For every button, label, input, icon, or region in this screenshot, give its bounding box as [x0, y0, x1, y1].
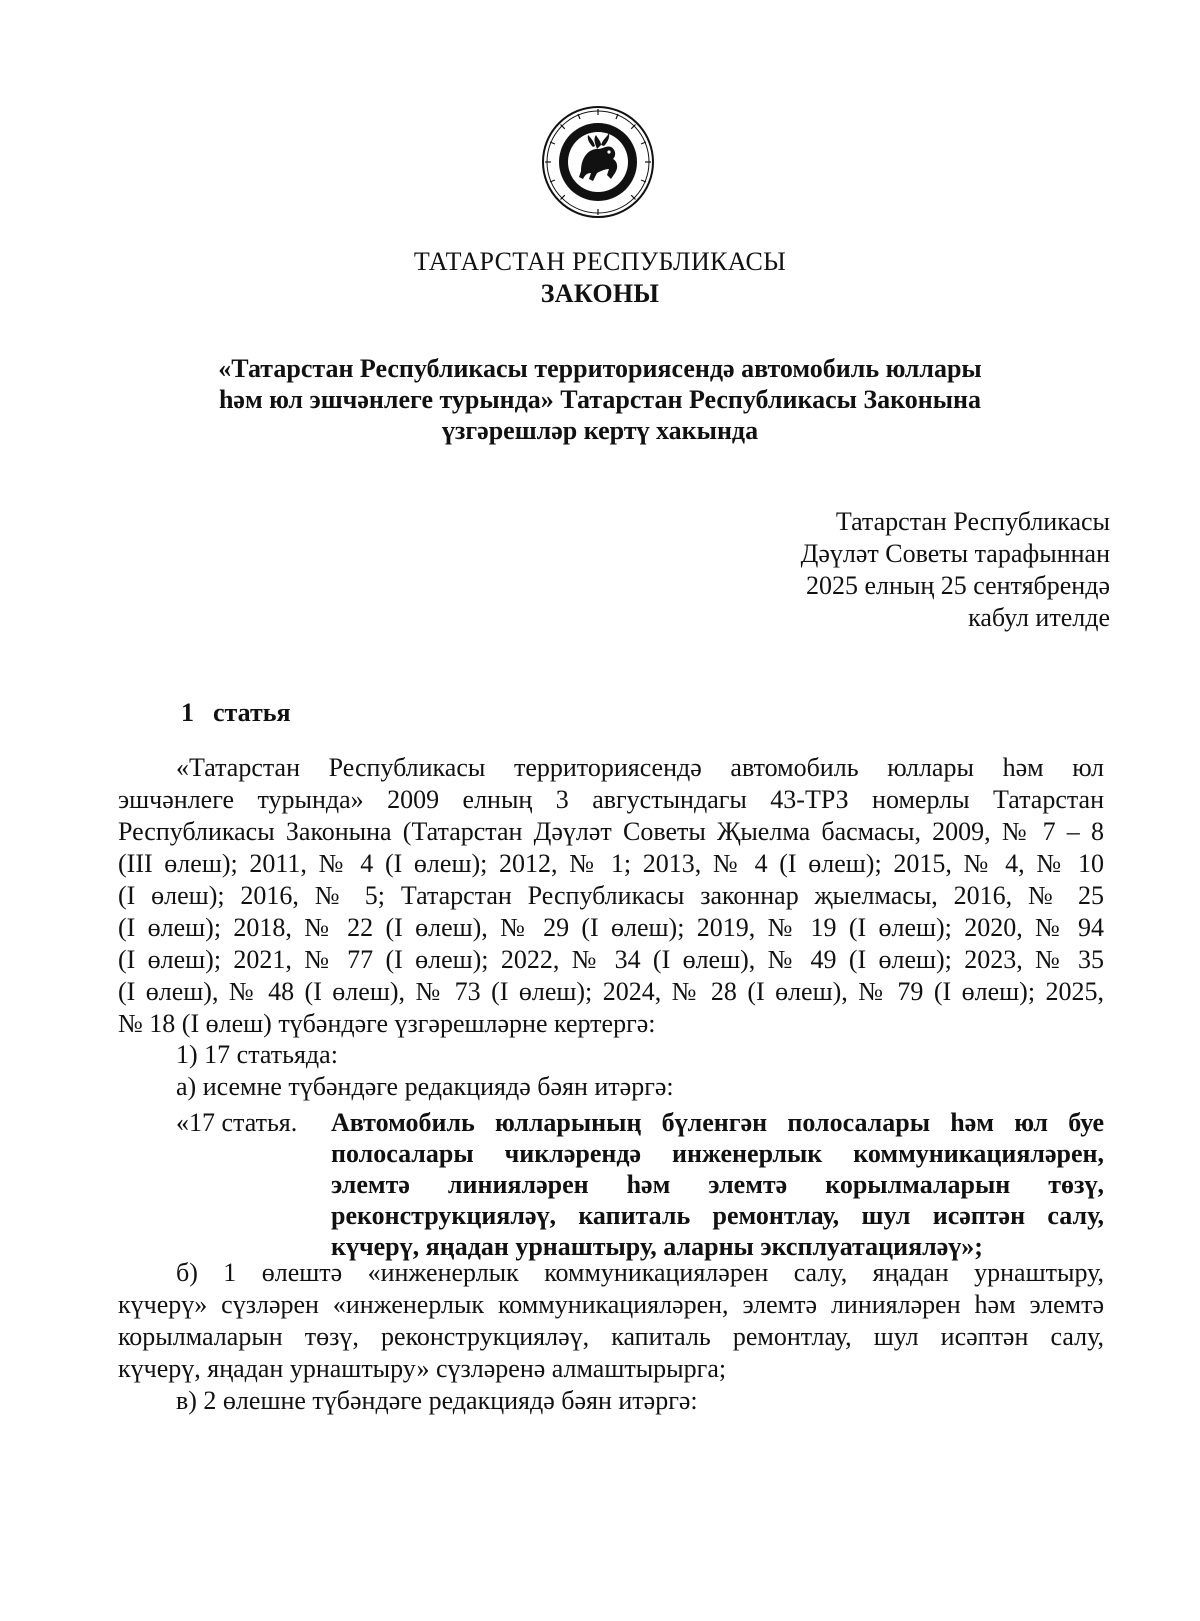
paragraph-line: корылмаларын төзү, реконструкцияләү, капиталь ремонтлау, шул исәптән салу, [118, 1322, 1104, 1351]
emblem-graphic [541, 105, 655, 219]
adoption-note-line: кабул ителде [968, 603, 1110, 632]
paragraph-line: (I өлеш); 2021, № 77 (I өлеш); 2022, № 34 (I өлеш), № 49 (I өлеш); 2023, № 35 [118, 945, 1104, 974]
law-title-line: «Татарстан Республикасы территориясендә автомобиль юллары [218, 354, 982, 383]
adoption-note-line: Дәүләт Советы тарафыннан [800, 539, 1110, 568]
paragraph-line: (III өлеш); 2011, № 4 (I өлеш); 2012, № 1; 2013, № 4 (I өлеш); 2015, № 4, № 10 [118, 849, 1104, 878]
article17-heading-text [331, 1107, 1104, 1262]
paragraph-line: «Татарстан Республикасы территориясендә автомобиль юллары һәм юл [176, 753, 1104, 782]
paragraph-line: № 18 (I өлеш) түбәндәге үзгәрешләрне кертергә: [118, 1009, 656, 1038]
paragraph-line: Республикасы Законына (Татарстан Дәүләт Советы Җыелма басмасы, 2009, № 7 – 8 [118, 817, 1104, 846]
article-number: 1 [181, 698, 194, 727]
paragraph-line: күчерү» сүзләрен «инженерлык коммуникацияләрен, элемтә линияләрен һәм элемтә [118, 1290, 1104, 1319]
adoption-note [801, 506, 1110, 634]
heading-line: күчерү, яңадан урнаштыру, аларны эксплуатацияләү»; [331, 1232, 983, 1261]
paragraph-line: эшчәнлеге турында» 2009 елның 3 августындагы 43-ТРЗ номерлы Татарстан [118, 785, 1104, 814]
list-item-1: 1) 17 статьяда: [176, 1040, 338, 1069]
list-item-a: а) исемне түбәндәге редакциядә бәян итәргә: [176, 1072, 674, 1101]
law-title-line: һәм юл эшчәнлеге турында» Татарстан Республикасы Законына [218, 385, 982, 414]
paragraph-line: (I өлеш); 2018, № 22 (I өлеш), № 29 (I өлеш); 2019, № 19 (I өлеш); 2020, № 94 [118, 913, 1104, 942]
paragraph-line: б) 1 өлештә «инженерлык коммуникацияләрен салу, яңадан урнаштыру, [176, 1258, 1104, 1287]
list-item-b [118, 1257, 1104, 1385]
tatarstan-emblem-icon [541, 105, 655, 219]
issuer-heading: ТАТАРСТАН РЕСПУБЛИКАСЫ [413, 247, 787, 276]
law-title-line: үзгәрешләр кертү хакында [441, 416, 759, 445]
heading-line: полосалары чикләрендә инженерлык коммуникацияләрен, [331, 1139, 1104, 1168]
heading-line: реконструкцияләү, капиталь ремонтлау, шул исәптән салу, [331, 1201, 1104, 1230]
paragraph-line: (I өлеш), № 48 (I өлеш), № 73 (I өлеш); 2024, № 28 (I өлеш), № 79 (I өлеш); 2025, [118, 977, 1104, 1006]
heading-line: Автомобиль юлларының бүленгән полосалары һәм юл буе [331, 1108, 1104, 1137]
adoption-note-line: Татарстан Республикасы [835, 507, 1110, 536]
article17-lead: «17 статья. [176, 1108, 298, 1137]
article-heading [181, 698, 291, 728]
adoption-note-line: 2025 елның 25 сентябрендә [805, 571, 1110, 600]
list-item-v: в) 2 өлешне түбәндәге редакциядә бәян итәргә: [176, 1386, 698, 1415]
paragraph-line: (I өлеш); 2016, № 5; Татарстан Республикасы законнар җыелмасы, 2016, № 25 [118, 881, 1104, 910]
law-title [140, 353, 1060, 446]
paragraph-line: күчерү, яңадан урнаштыру» сүзләренә алмаштырырга; [118, 1354, 727, 1383]
heading-line: элемтә линияләрен һәм элемтә корылмаларын төзү, [331, 1170, 1104, 1199]
article-label: статья [213, 698, 291, 727]
article-main-paragraph [118, 752, 1104, 1040]
document-type-heading: ЗАКОНЫ [540, 279, 660, 308]
